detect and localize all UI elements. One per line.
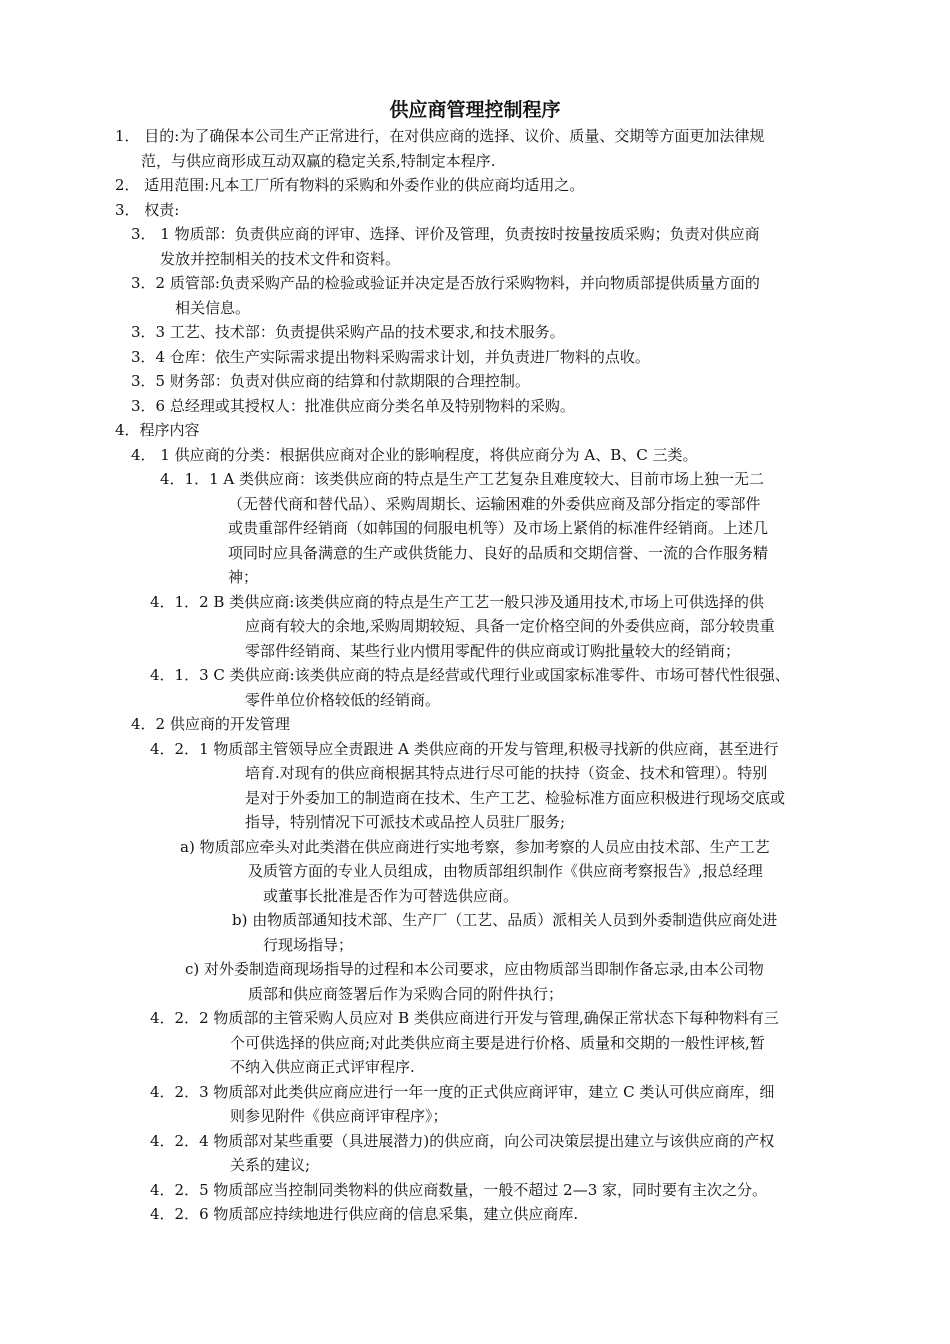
clause-line: b) 由物质部通知技术部、生产厂（工艺、品质）派相关人员到外委制造供应商处进 [232,911,778,929]
clause-paragraph [0,173,950,198]
clause-line: 4．2．6 物质部应持续地进行供应商的信息采集，建立供应商库. [150,1205,579,1223]
clause-line: 关系的建议; [230,1156,311,1174]
clause-paragraph [0,271,950,320]
clause-line: 4．2．1 物质部主管领导应全责跟进 A 类供应商的开发与管理,积极寻找新的供应商，甚至进行 [150,739,779,758]
clause-line: 2． 适用范围:凡本工厂所有物料的采购和外委作业的供应商均适用之。 [115,176,585,194]
clause-line: 质部和供应商签署后作为采购合同的附件执行； [248,984,564,1003]
clause-line: 3． 权责: [115,200,180,219]
clause-line: 4．1．2 B 类供应商:该类供应商的特点是生产工艺一般只涉及通用技术,市场上可供选择的供 [150,592,765,611]
clause-paragraph [0,1178,950,1203]
clause-line: 4．2．5 物质部应当控制同类物料的供应商数量，一般不超过 2—3 家，同时要有主次之分。 [150,1180,768,1199]
clause-line: 或董事长批准是否作为可替选供应商。 [248,886,519,905]
clause-line: 及质管方面的专业人员组成，由物质部组织制作《供应商考察报告》,报总经理 [248,862,763,880]
clause-line: 则参见附件《供应商评审程序》； [230,1107,448,1125]
clause-line: 或贵重部件经销商（如韩国的伺服电机等）及市场上紧俏的标准件经销商。上述几 [228,519,769,537]
clause-line: 4．2．4 物质部对某些重要（具进展潜力)的供应商，向公司决策层提出建立与该供应商的产权 [150,1131,775,1150]
clause-line: 4．2 供应商的开发管理 [131,715,290,733]
clause-line: 神； [228,568,259,586]
clause-line: 是对于外委加工的制造商在技术、生产工艺、检验标准方面应积极进行现场交底或 [230,788,786,807]
clause-paragraph [0,1006,950,1080]
clause-line: 零部件经销商、某些行业内惯用零配件的供应商或订购批量较大的经销商； [230,641,741,660]
clause-paragraph [0,443,950,468]
clause-paragraph [0,394,950,419]
clause-line: 3．2 质管部:负责采购产品的检验或验证并决定是否放行采购物料，并向物质部提供质量方面的 [131,274,760,292]
document-title: 供应商管理控制程序 [389,99,561,121]
clause-paragraph [0,908,950,957]
clause-paragraph [0,198,950,223]
clause-line: 范，与供应商形成互动双赢的稳定关系,特制定本程序. [141,151,496,170]
clause-paragraph [0,345,950,370]
clause-line: 4．2．2 物质部的主管采购人员应对 B 类供应商进行开发与管理,确保正常状态下每种物料有三 [150,1009,779,1027]
clause-line: a) 物质部应牵头对此类潜在供应商进行实地考察，参加考察的人员应由技术部、生产工艺 [180,837,770,856]
clause-line: 发放并控制相关的技术文件和资料。 [160,249,401,268]
clause-paragraph [0,590,950,664]
clause-line: 行现场指导； [248,935,354,954]
clause-line: 4．2．3 物质部对此类供应商应进行一年一度的正式供应商评审，建立 C 类认可供应商库，细 [150,1082,775,1101]
clause-line: 4．1．1 A 类供应商：该类供应商的特点是生产工艺复杂且难度较大、目前市场上独一无二 [160,470,765,488]
clause-line: c) 对外委制造商现场指导的过程和本公司要求，应由物质部当即制作备忘录,由本公司物 [185,960,764,978]
clause-line: 零件单位价格较低的经销商。 [230,690,441,709]
clause-paragraph [0,467,950,590]
clause-line: 项同时应具备满意的生产或供货能力、良好的品质和交期信誉、一流的合作服务精 [228,543,769,562]
clause-line: 3．3 工艺、技术部：负责提供采购产品的技术要求,和技术服务。 [131,323,565,341]
clause-line: 1． 目的:为了确保本公司生产正常进行，在对供应商的选择、议价、质量、交期等方面更加法律规 [115,127,765,145]
clause-line: 3．5 财务部：负责对供应商的结算和付款期限的合理控制。 [131,372,530,390]
clause-paragraph [0,418,950,443]
clause-line: 4．程序内容 [115,421,200,439]
clause-paragraph [0,835,950,909]
clause-line: 应商有较大的余地,采购周期较短、具备一定价格空间的外委供应商，部分较贵重 [230,617,775,635]
clause-line: 培育.对现有的供应商根据其特点进行尽可能的扶持（资金、技术和管理）。特别 [230,764,768,782]
clause-paragraph [0,320,950,345]
clause-line: 不纳入供应商正式评审程序. [230,1058,415,1076]
clause-line: 指导，特别情况下可派技术或品控人员驻厂服务; [230,813,566,831]
clause-paragraph [0,957,950,1006]
clause-paragraph [0,663,950,712]
clause-paragraph [0,124,950,173]
clause-line: 3．4 仓库：依生产实际需求提出物料采购需求计划，并负责进厂物料的点收。 [131,347,650,366]
clause-paragraph [0,1080,950,1129]
clause-paragraph [0,369,950,394]
clause-line: 相关信息。 [160,298,251,317]
clause-line: 3． 1 物质部：负责供应商的评审、选择、评价及管理，负责按时按量按质采购；负责对供应商 [131,225,760,243]
clause-paragraph [0,712,950,737]
clause-paragraph [0,222,950,271]
clause-paragraph [0,1202,950,1227]
clause-line: 个可供选择的供应商;对此类供应商主要是进行价格、质量和交期的一般性评核,暂 [230,1033,765,1052]
clause-paragraph [0,737,950,835]
clause-line: 4．1．3 C 类供应商:该类供应商的特点是经营或代理行业或国家标准零件、市场可替代性很强、 [150,666,790,684]
clause-paragraph [0,1129,950,1178]
clause-line: 4． 1 供应商的分类：根据供应商对企业的影响程度，将供应商分为 A、B、C 三类。 [131,445,698,464]
clause-line: （无替代商和替代品）、采购周期长、运输困难的外委供应商及部分指定的零部件 [228,494,761,513]
document-body [0,124,950,1227]
clause-line: 3．6 总经理或其授权人：批准供应商分类名单及特别物料的采购。 [131,396,575,415]
